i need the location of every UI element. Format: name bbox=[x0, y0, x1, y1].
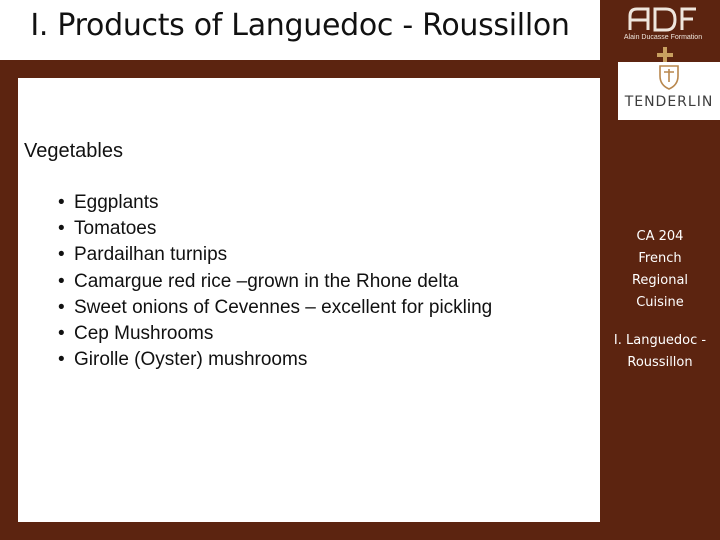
bullet-icon: • bbox=[58, 244, 65, 266]
list-item-label: Camargue red rice –grown in the Rhone delta bbox=[74, 270, 459, 292]
course-name-line: Regional bbox=[631, 273, 689, 288]
list-item-label: Cep Mushrooms bbox=[74, 323, 214, 345]
tenderlin-wordmark: TENDERLIN bbox=[624, 94, 714, 110]
list-item-label: Pardailhan turnips bbox=[74, 244, 228, 266]
adf-logo-subtitle: Alain Ducasse Formation bbox=[623, 34, 703, 41]
section-heading: Vegetables bbox=[24, 140, 123, 162]
title-bar bbox=[0, 0, 600, 60]
course-code: CA 204 bbox=[636, 229, 684, 244]
list-item bbox=[58, 216, 492, 242]
list-item-label: Girolle (Oyster) mushrooms bbox=[74, 349, 308, 371]
bullet-icon: • bbox=[58, 192, 65, 213]
list-item bbox=[58, 295, 492, 321]
bullet-icon: • bbox=[58, 323, 65, 345]
list-item bbox=[58, 269, 492, 295]
slide-title: I. Products of Languedoc - Roussillon bbox=[30, 8, 570, 43]
bullet-icon: • bbox=[58, 270, 65, 292]
bullet-icon: • bbox=[58, 218, 65, 240]
course-name-line: French bbox=[638, 251, 682, 266]
section-name-line: Roussillon bbox=[627, 355, 693, 370]
adf-logo-wordmark bbox=[626, 4, 700, 34]
list-item-label: Tomatoes bbox=[74, 218, 157, 240]
bullet-icon: • bbox=[58, 296, 65, 318]
list-item-label: Eggplants bbox=[74, 192, 159, 213]
list-item bbox=[58, 321, 492, 347]
list-item bbox=[58, 347, 492, 373]
info-spacer bbox=[604, 314, 716, 330]
course-name-line: Cuisine bbox=[636, 295, 684, 310]
tenderlin-logo bbox=[618, 62, 720, 120]
list-item-label: Sweet onions of Cevennes – excellent for pickling bbox=[74, 296, 493, 318]
list-item bbox=[58, 242, 492, 268]
content-panel bbox=[18, 78, 600, 522]
vegetable-list bbox=[58, 190, 492, 373]
bullet-icon: • bbox=[58, 349, 65, 371]
section-name-line: I. Languedoc - bbox=[613, 333, 707, 348]
list-item bbox=[58, 190, 492, 216]
crest-icon bbox=[658, 64, 680, 90]
course-info bbox=[604, 226, 716, 374]
